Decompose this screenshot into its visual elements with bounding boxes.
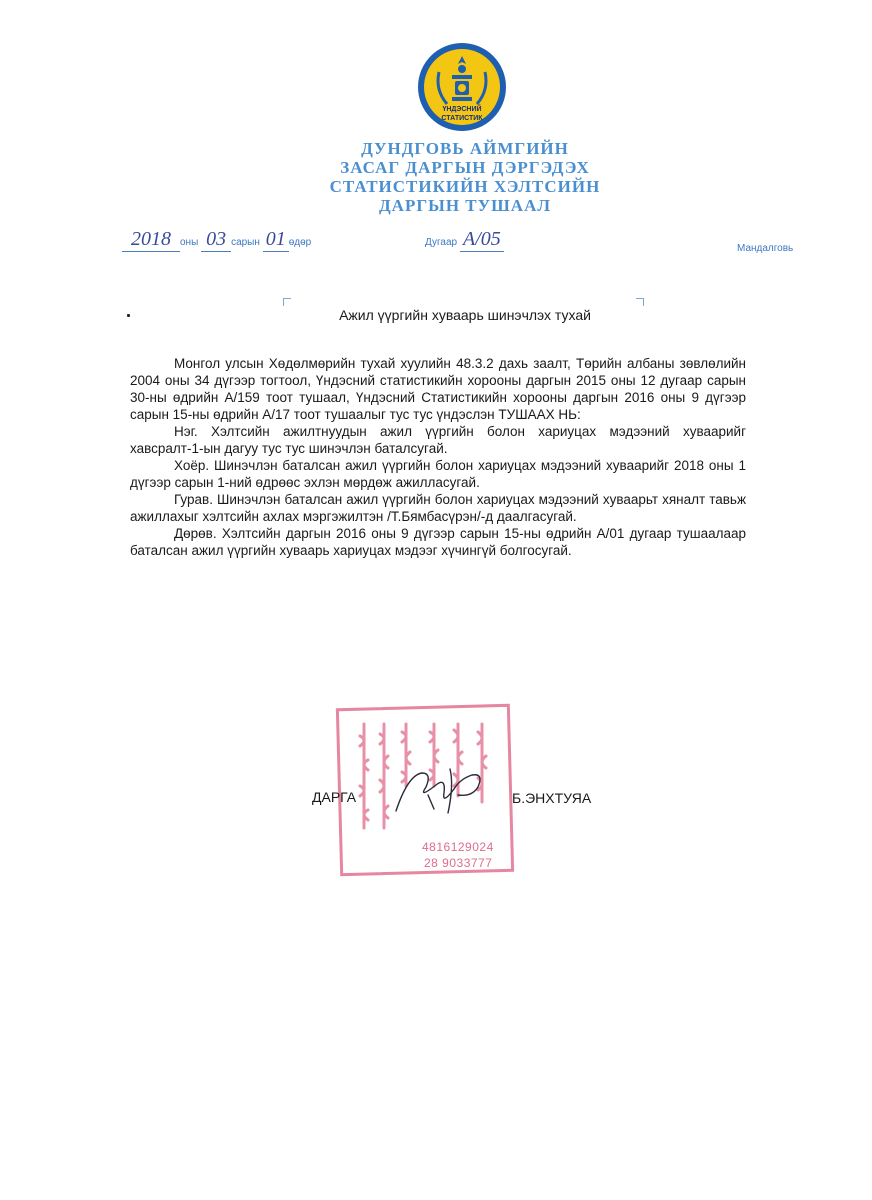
date-day: 01 bbox=[265, 228, 286, 250]
date-year-suffix: оны bbox=[180, 237, 199, 248]
date-month-suffix: сарын bbox=[231, 237, 260, 248]
margin-mark bbox=[127, 314, 130, 317]
date-day-suffix: өдөр bbox=[288, 237, 312, 248]
statistics-emblem-icon bbox=[417, 42, 507, 132]
date-month: 03 bbox=[206, 228, 227, 250]
order-number-value: А/05 bbox=[463, 228, 501, 250]
svg-text:СТАТИСТИК: СТАТИСТИК bbox=[441, 115, 483, 122]
body-paragraph-2: Хоёр. Шинэчлэн баталсан ажил үүргийн болон хариуцах мэдээний хуваарийг 2018 оны 1 дүгээр сарын 1-ний өдрөөс эхлэн мөрдөж ажилласугай. bbox=[130, 458, 746, 490]
date-year: 2018 bbox=[131, 228, 171, 250]
header-line-1: ДУНДГОВЬ АЙМГИЙН bbox=[361, 139, 569, 158]
date-field bbox=[122, 228, 311, 258]
signatory-title: ДАРГА bbox=[312, 789, 357, 805]
place-name: Мандалговь bbox=[737, 243, 794, 254]
stamp-register-number: 4816129024 bbox=[422, 840, 494, 854]
body-paragraph-3: Гурав. Шинэчлэн баталсан ажил үүргийн болон хариуцах мэдээний хуваарьт хяналт тавьж ажиллахыг хэлтсийн ахлах мэргэжилтэн /Т.Бямбасүрэн/-д даалгасугай. bbox=[130, 492, 746, 524]
order-number-label: Дугаар bbox=[425, 237, 458, 248]
handwritten-signature-icon bbox=[388, 765, 498, 817]
body-paragraph-preamble: Монгол улсын Хөдөлмөрийн тухай хуулийн 48.3.2 дахь заалт, Төрийн албаны зөвлөлийн 2004 оны 34 дүгээр тогтоол, Үндэсний статистикийн хорооны даргын 2015 оны 12 дугаар сарын 30-ны өдрийн А/159 тоот тушаал, Үндэсний Статистикийн хорооны даргын 2016 оны 9 дүгээр сарын 15-ны өдрийн А/17 тоот тушаалыг тус тус үндэслэн ТУШААХ НЬ: bbox=[130, 356, 746, 422]
header-line-2: ЗАСАГ ДАРГЫН ДЭРГЭДЭХ bbox=[340, 158, 590, 177]
subject-corner-left bbox=[283, 298, 291, 306]
stamp-phone-number: 28 9033777 bbox=[424, 856, 493, 870]
document-subject: Ажил үүргийн хуваарь шинэчлэх тухай bbox=[339, 307, 591, 323]
signatory-name: Б.ЭНХТУЯА bbox=[512, 790, 592, 806]
body-paragraph-1: Нэг. Хэлтсийн ажилтнуудын ажил үүргийн болон хариуцах мэдээний хуваарийг хавсралт-1-ын дагуу тус тус шинэчлэн баталсугай. bbox=[130, 424, 746, 456]
header-line-3: СТАТИСТИКИЙН ХЭЛТСИЙН bbox=[329, 177, 601, 196]
svg-text:ҮНДЭСНИЙ: ҮНДЭСНИЙ bbox=[442, 106, 482, 113]
document-header-title bbox=[300, 139, 630, 215]
subject-corner-right bbox=[636, 298, 644, 306]
order-number-field bbox=[425, 228, 504, 258]
document-body bbox=[130, 355, 746, 559]
header-line-4: ДАРГЫН ТУШААЛ bbox=[378, 196, 552, 215]
body-paragraph-4: Дөрөв. Хэлтсийн даргын 2016 оны 9 дүгээр сарын 15-ны өдрийн А/01 дугаар тушаалаар баталсан ажил үүргийн хуваарь хариуцах мэдээг хүчингүй болгосугай. bbox=[130, 526, 746, 558]
